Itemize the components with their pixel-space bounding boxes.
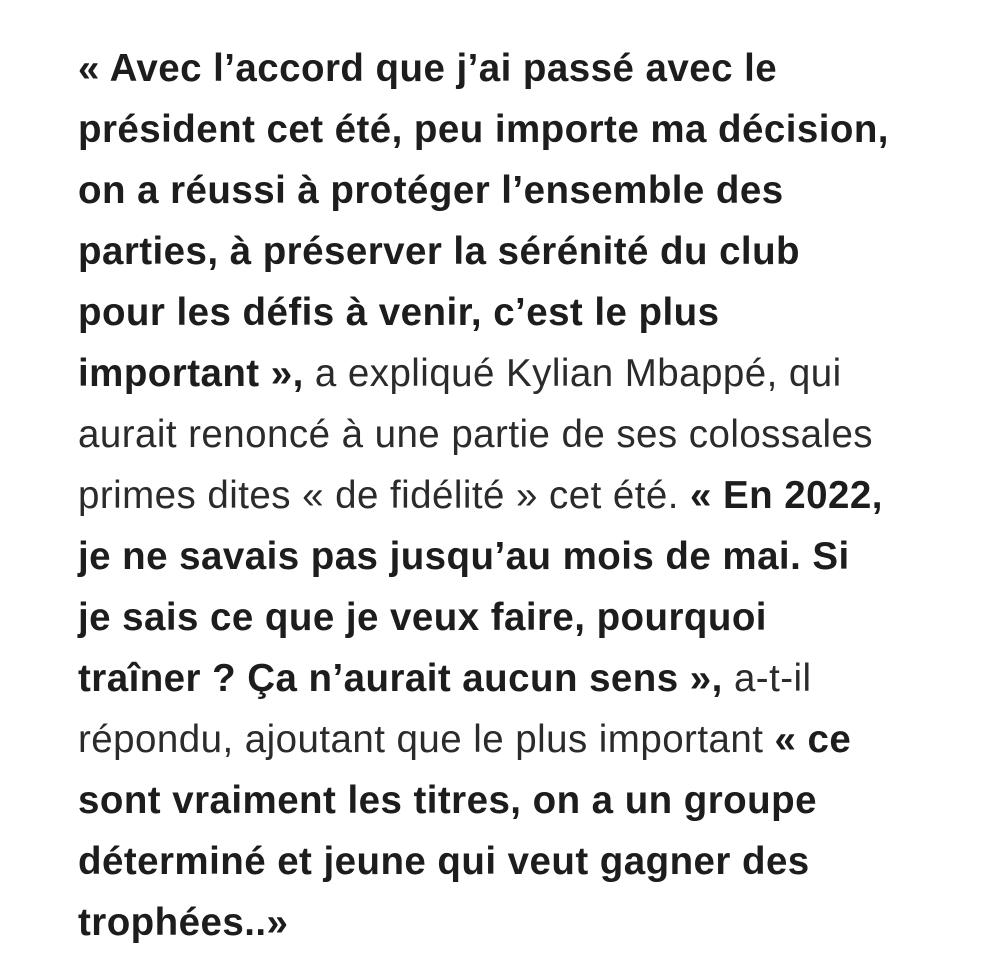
quoted-text: je ne savais pas jusqu’au mois de mai. Si — [78, 535, 850, 578]
narrative-text: a-t-il — [733, 657, 812, 700]
narrative-text: a expliqué Kylian Mbappé, qui — [314, 352, 842, 395]
quoted-text: « Avec l’accord que j’ai passé avec le — [78, 47, 778, 90]
quoted-text: déterminé et jeune qui veut gagner des — [78, 840, 810, 883]
quoted-text: pour les défis à venir, c’est le plus — [78, 291, 720, 334]
narrative-text: primes dites « de fidélité » cet été. — [78, 474, 691, 517]
quoted-text: président cet été, peu importe ma décision, — [78, 108, 889, 151]
narrative-text: répondu, ajoutant que le plus important — [78, 718, 775, 761]
quoted-text: on a réussi à protéger l’ensemble des — [78, 169, 784, 212]
quoted-text: « ce — [774, 718, 852, 761]
quoted-text: traîner ? Ça n’aurait aucun sens », — [78, 657, 734, 700]
quoted-text: important », — [78, 352, 315, 395]
quoted-text: je sais ce que je veux faire, pourquoi — [78, 596, 767, 639]
narrative-text: aurait renoncé à une partie de ses colossales — [78, 413, 874, 456]
quote-paragraph — [78, 38, 960, 953]
quoted-text: parties, à préserver la sérénité du club — [78, 230, 801, 273]
quoted-text: trophées..» — [78, 901, 289, 944]
quoted-text: sont vraiment les titres, on a un groupe — [78, 779, 817, 822]
quoted-text: « En 2022, — [690, 474, 883, 517]
